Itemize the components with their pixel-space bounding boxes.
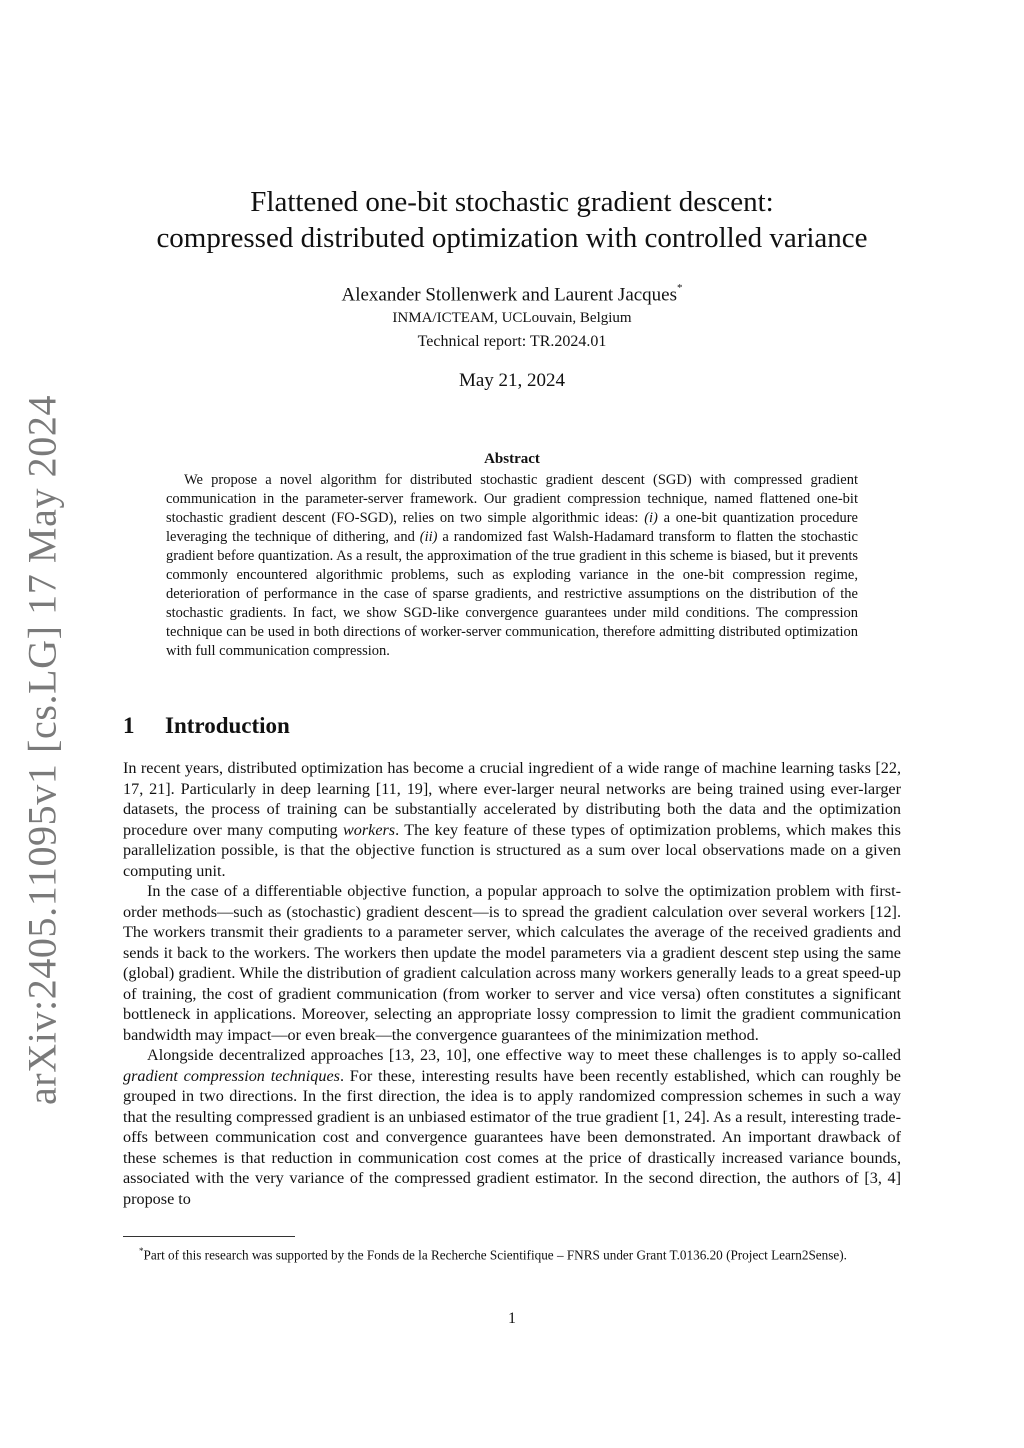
paragraph-1-text-b: . The key feature of these types of optimization problems, which makes this parallelization possible, is that the objective function is structured as a sum over local observations made on a given computing unit. bbox=[123, 820, 901, 880]
abstract-text bbox=[166, 471, 858, 661]
abstract-heading: Abstract bbox=[484, 451, 540, 467]
title-line-1: Flattened one-bit stochastic gradient descent: bbox=[250, 186, 774, 218]
paragraph-3-emphasis: gradient compression techniques bbox=[123, 1066, 340, 1085]
paragraph-3 bbox=[123, 1045, 901, 1209]
abstract-part-3: a randomized fast Walsh-Hadamard transform to flatten the stochastic gradient before quantization. As a result, the approximation of the true gradient in this scheme is biased, but it prevents commonly encountered algorithmic problems, such as exploding variance in the one-bit compression regime, deterioration of performance in the case of sparse gradients, and restrictive assumptions on the distribution of the stochastic gradients. In fact, we show SGD-like convergence guarantees under mild conditions. The compression technique can be used in both directions of worker-server communication, therefore admitting distributed optimization with full communication compression. bbox=[166, 529, 858, 659]
abstract-marker-ii: (ii) bbox=[419, 529, 438, 545]
technical-report-number: Technical report: TR.2024.01 bbox=[417, 333, 607, 350]
publication-date: May 21, 2024 bbox=[458, 370, 566, 391]
paragraph-2: In the case of a differentiable objective function, a popular approach to solve the optimization problem with first-order methods—such as (stochastic) gradient descent—is to spread the gradient calculation over several workers [12]. The workers transmit their gradients to a parameter server, which calculates the average of the received gradients and sends it back to the workers. The workers then update the model parameters via a gradient descent step using the same (global) gradient. While the distribution of gradient calculation across many workers generally leads to a great speed-up of training, the cost of gradient communication (from worker to server and vice versa) often constitutes a significant bottleneck in applications. Moreover, selecting an appropriate lossy compression to limit the gradient communication bandwidth may impact—or even break—the convergence guarantees of the minimization method. bbox=[123, 882, 901, 1044]
author-names: Alexander Stollenwerk and Laurent Jacques bbox=[341, 284, 678, 306]
paragraph-1-text-a: In recent years, distributed optimization has become a crucial ingredient of a wide range of machine learning tasks [22, 17, 21]. Particularly in deep learning [11, 19], where ever-larger neural networks are being trained using ever-larger datasets, the process of training can be substantially accelerated by distributing both the data and the optimization procedure over many computing bbox=[123, 759, 901, 839]
arxiv-identifier-stamp: arXiv:2405.11095v1 [cs.LG] 17 May 2024 bbox=[19, 394, 65, 1106]
author-list bbox=[0, 284, 1024, 306]
introduction-body bbox=[123, 758, 901, 1209]
paragraph-1-emphasis: workers bbox=[342, 820, 396, 839]
author-footnote-mark: * bbox=[677, 282, 683, 294]
section-title: Introduction bbox=[165, 713, 290, 738]
paragraph-1 bbox=[123, 758, 901, 881]
page-number: 1 bbox=[508, 1310, 516, 1327]
abstract-part-1: We propose a novel algorithm for distributed stochastic gradient descent (SGD) with compressed gradient communication in the parameter-server framework. Our gradient compression technique, named flattened one-bit stochastic gradient descent (FO-SGD), relies on two simple algorithmic ideas: bbox=[166, 472, 858, 526]
abstract-marker-i: (i) bbox=[644, 510, 658, 526]
footnote-mark: * bbox=[139, 1246, 144, 1256]
paragraph-3-text-a: Alongside decentralized approaches [13, 23, 10], one effective way to meet these challenges is to apply so-called bbox=[147, 1046, 901, 1064]
title-line-2: compressed distributed optimization with controlled variance bbox=[156, 222, 868, 254]
footnote-divider bbox=[123, 1236, 295, 1237]
paragraph-3-text-b: . For these, interesting results have been recently established, which can roughly be grouped in two directions. In the first direction, the idea is to apply randomized compression schemes in such a way that the resulting compressed gradient is an unbiased estimator of the true gradient [1, 24]. As a result, interesting trade-offs between communication cost and convergence guarantees have been demonstrated. An important drawback of these schemes is that reduction in communication cost comes at the price of drastically increased variance bounds, associated with the very variance of the compressed gradient estimator. In the second direction, the authors of [3, 4] propose to bbox=[123, 1066, 901, 1208]
section-heading-introduction bbox=[123, 713, 290, 739]
footnote-text: Part of this research was supported by the Fonds de la Recherche Scientifique – FNRS under Grant T.0136.20 (Project Learn2Sense). bbox=[143, 1247, 847, 1263]
paper-title bbox=[0, 184, 1024, 256]
section-number: 1 bbox=[123, 713, 135, 738]
affiliation: INMA/ICTEAM, UCLouvain, Belgium bbox=[392, 310, 632, 326]
footnote bbox=[123, 1243, 901, 1263]
abstract-part-2: a one-bit quantization procedure leveraging the technique of dithering, and bbox=[166, 510, 858, 545]
